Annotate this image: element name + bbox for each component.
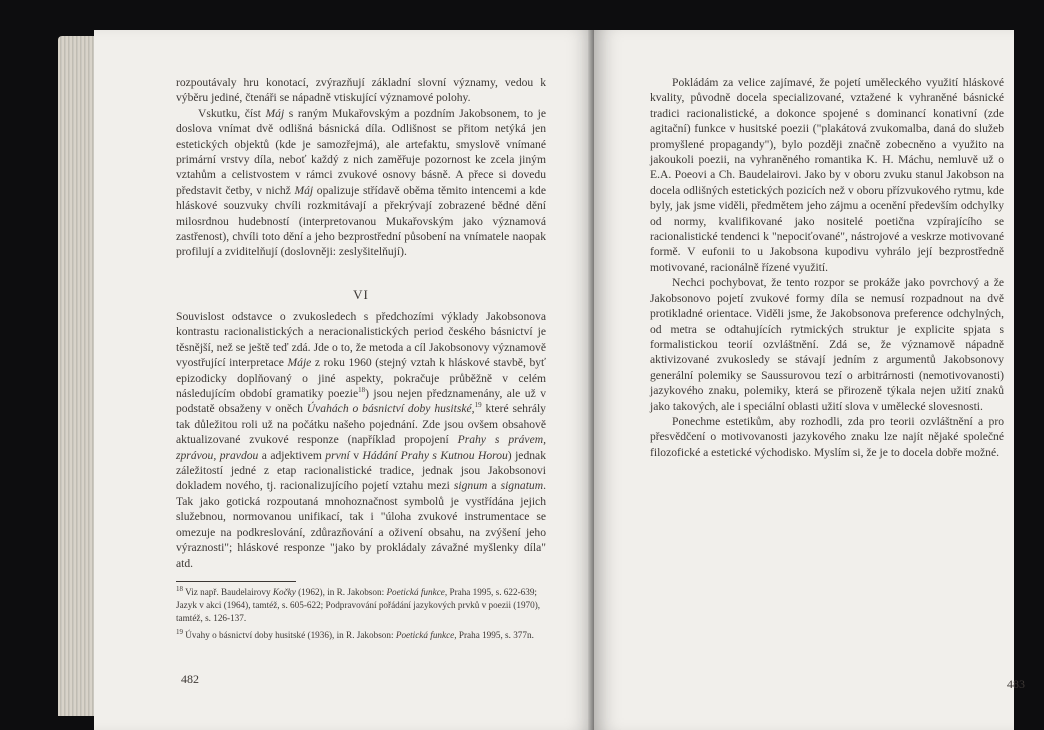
italic-title: Poetická funkce (395, 630, 455, 640)
text-run: s raným Mukařovským a pozdním Jakobsonem, to je doslova vnímat dvě odlišná básnická díla. Odlišnost se přitom netýká jen estetických objektů (kde je samozřejmá), ale artefaktu, smyslově vnímané primární vrstvy díla, neboť každý z nich zaměřuje pozornost ke zcela jiným vztahům a celistvostem v rámci zvukové osnovy básně. A přece si dovedu představit četby, v nichž (176, 106, 546, 197)
text-run: opalizuje střídavě oběma těmito intencemi a kde hláskové souzvuky chvíli rozkmitávají a překrývají zobrazené bědné dění milosrdnou hudebností (interpretovanou Mukařovským jako významová zastřenost), chvíli toto dění a jeho bezprostřední působení na vnímatele naopak profilují a zviditelňují (doslovněji: zeslyšitelňují). (176, 183, 547, 259)
text-run: Viz např. Baudelairovy (183, 587, 273, 597)
text-run: Souvislost odstavce o zvukosledech s předchozími výklady Jakobsonova kontrastu racionalistických a neracionalistických period českého básnictví je těsnější, než se ještě teď zdá. Jde o to, že metoda a cíl Jakobsonovy významově vyostřující interpretace (176, 310, 546, 370)
footnote-number: 18 (176, 584, 183, 593)
italic-title: Máj (265, 106, 285, 120)
italic-title: Kočky (272, 587, 296, 597)
footnote-number: 19 (176, 627, 183, 636)
page-number: 483 (1007, 677, 1025, 691)
text-run: ) jednak záležitostí jedné z etap racionalistické tradice, jednak jsou Jakobsonovi dokladem nového, tj. racionalizujícího pojetí vztahu mezi (176, 448, 546, 493)
footnote-18 (176, 586, 546, 625)
book-spread (58, 30, 1044, 730)
paragraph (176, 106, 546, 260)
left-text-top (176, 75, 546, 260)
italic-title: Prahy s právem, zprávou, pravdou (176, 433, 546, 462)
text-run: , Praha 1995, s. 622-639; Jazyk v akci (1964), tamtéž, s. 605-622; Podpravování pořádání jazykových prvků v poezii (1970), tamtéž, s. 126-137. (176, 587, 541, 623)
text-run: ) jsou nejen předznamenány, ale už v podstatě obsaženy v oněch (176, 387, 546, 416)
italic-title: Úvahách o básnictví doby husitské, (306, 402, 475, 416)
text-run: Úvahy o básnictví doby husitské (1936), in R. Jakobson: (183, 630, 396, 640)
text-run: (1962), in R. Jakobson: (295, 587, 387, 597)
italic-title: Hádání Prahy s Kutnou Horou (362, 448, 508, 462)
left-text-section (176, 309, 546, 571)
text-run: Vskutku, číst (198, 106, 266, 120)
italic-term: signatum (500, 479, 544, 493)
paragraph: Ponechme estetikům, aby rozhodli, zda pro teorii ozvláštnění a pro přesvědčení o motivovanosti jazykového znaku lze najít nějaké společné filozofické a estetické východisko. Myslím si, že je to docela dobře možné. (650, 414, 1004, 459)
italic-term: signum (453, 479, 488, 493)
text-run: a (487, 479, 501, 493)
italic-title: Poetická funkce (386, 587, 445, 597)
footnote-19 (176, 629, 546, 642)
italic-title: Máj (294, 183, 314, 197)
left-page (94, 30, 594, 730)
footnotes (176, 581, 546, 646)
text-run: , Praha 1995, s. 377n. (454, 630, 534, 640)
right-text (650, 75, 1004, 460)
footnote-ref[interactable]: 18 (358, 386, 366, 395)
text-run: které sehrály tak důležitou roli už na počátku našeho pojednání. Zde jsou ovšem obsahově aktualizované zvukové responze (například propojení (176, 402, 546, 447)
right-page (594, 30, 1025, 730)
text-run: z roku 1960 (stejný vztah k hláskové stavbě, byť epizodicky doplňovaný o jiné aspekty, pokračuje průběžně v celém následujícím období gramatiky poezie (176, 356, 546, 401)
footnote-ref[interactable]: 19 (474, 401, 482, 410)
text-run: a adjektivem (258, 448, 326, 462)
italic-title: Máje (287, 356, 312, 370)
text-run: v (349, 448, 363, 462)
footnote-rule (176, 581, 296, 582)
italic-title: první (325, 448, 350, 462)
paragraph: Nechci pochybovat, že tento rozpor se prokáže jako povrchový a že Jakobsonovo pojetí zvukové formy díla se nemusí rozpadnout na dvě protikladné orientace. Viděli jsme, že Jakobsonova preference odchylných, od metra se odtahujících rytmických struktur je explicite spjata s formalistickou teorií ozvláštnění. Zdá se, že významově nápadně aktivizované zvukosledy se stávají jedním z argumentů Jakobsonovy generální polemiky se Saussurovou tezí o arbitrárnosti (nemotivovanosti) jazykového znaku, polemiky, která se přirozeně týkala nejen užití znaků jako takových, ale i speciální oblasti užití slova v umělecké slovesnosti. (650, 276, 1004, 413)
paragraph: rozpoutávaly hru konotací, zvýrazňují základní slovní významy, vedou k výběru jediné, čtenáři se nápadně vtiskující významové polohy. (176, 76, 546, 105)
paragraph (176, 309, 546, 571)
text-run: . Tak jako gotická rozpoutaná mnohoznačnost symbolů je vystřídána jejich služebnou, normovanou unifikací, tak i "úloha zvukové instrumentace se omezuje na podkreslování, zdůrazňování a oživení obsahu, na zvýšení jeho výraznosti"; hláskové responze "jako by prokládaly závažné myšlenky díla" atd. (176, 479, 546, 570)
page-number: 482 (181, 672, 199, 686)
section-heading: VI (353, 287, 369, 302)
paragraph: Pokládám za velice zajímavé, že pojetí uměleckého využití hláskové kvality, původně docela specializované, vztažené k vyhraněné básnické tradici racionalistické, a dokonce spojené s dominancí konativní (zde agitační) funkce v husitské poezii ("plakátová zvukomalba, daná do služeb promyšlené propagandy"), bylo později značně zobecněno a využito na jakoukoli poezii, na vyhraněného romantika K. H. Máchu, nemluvě už o E.A. Poeovi a Ch. Baudelairovi. Jako by v oboru zvuku stanul Jakobson na docela odlišných estetických pozicích než v oboru přízvukového rytmu, kde byly, jak jsme viděli, předmětem jeho zájmu a ocenění především odchylky od normy, kvalifikované jako nositelé poetična vzpírajícího se racionalistické tendenci k "nepociťované", nástrojové a veskrze motivované formě. V eufonii to u Jakobsona kupodivu vyhrálo její bezprostředně motivované, racionálně řízené využití. (650, 76, 1004, 274)
